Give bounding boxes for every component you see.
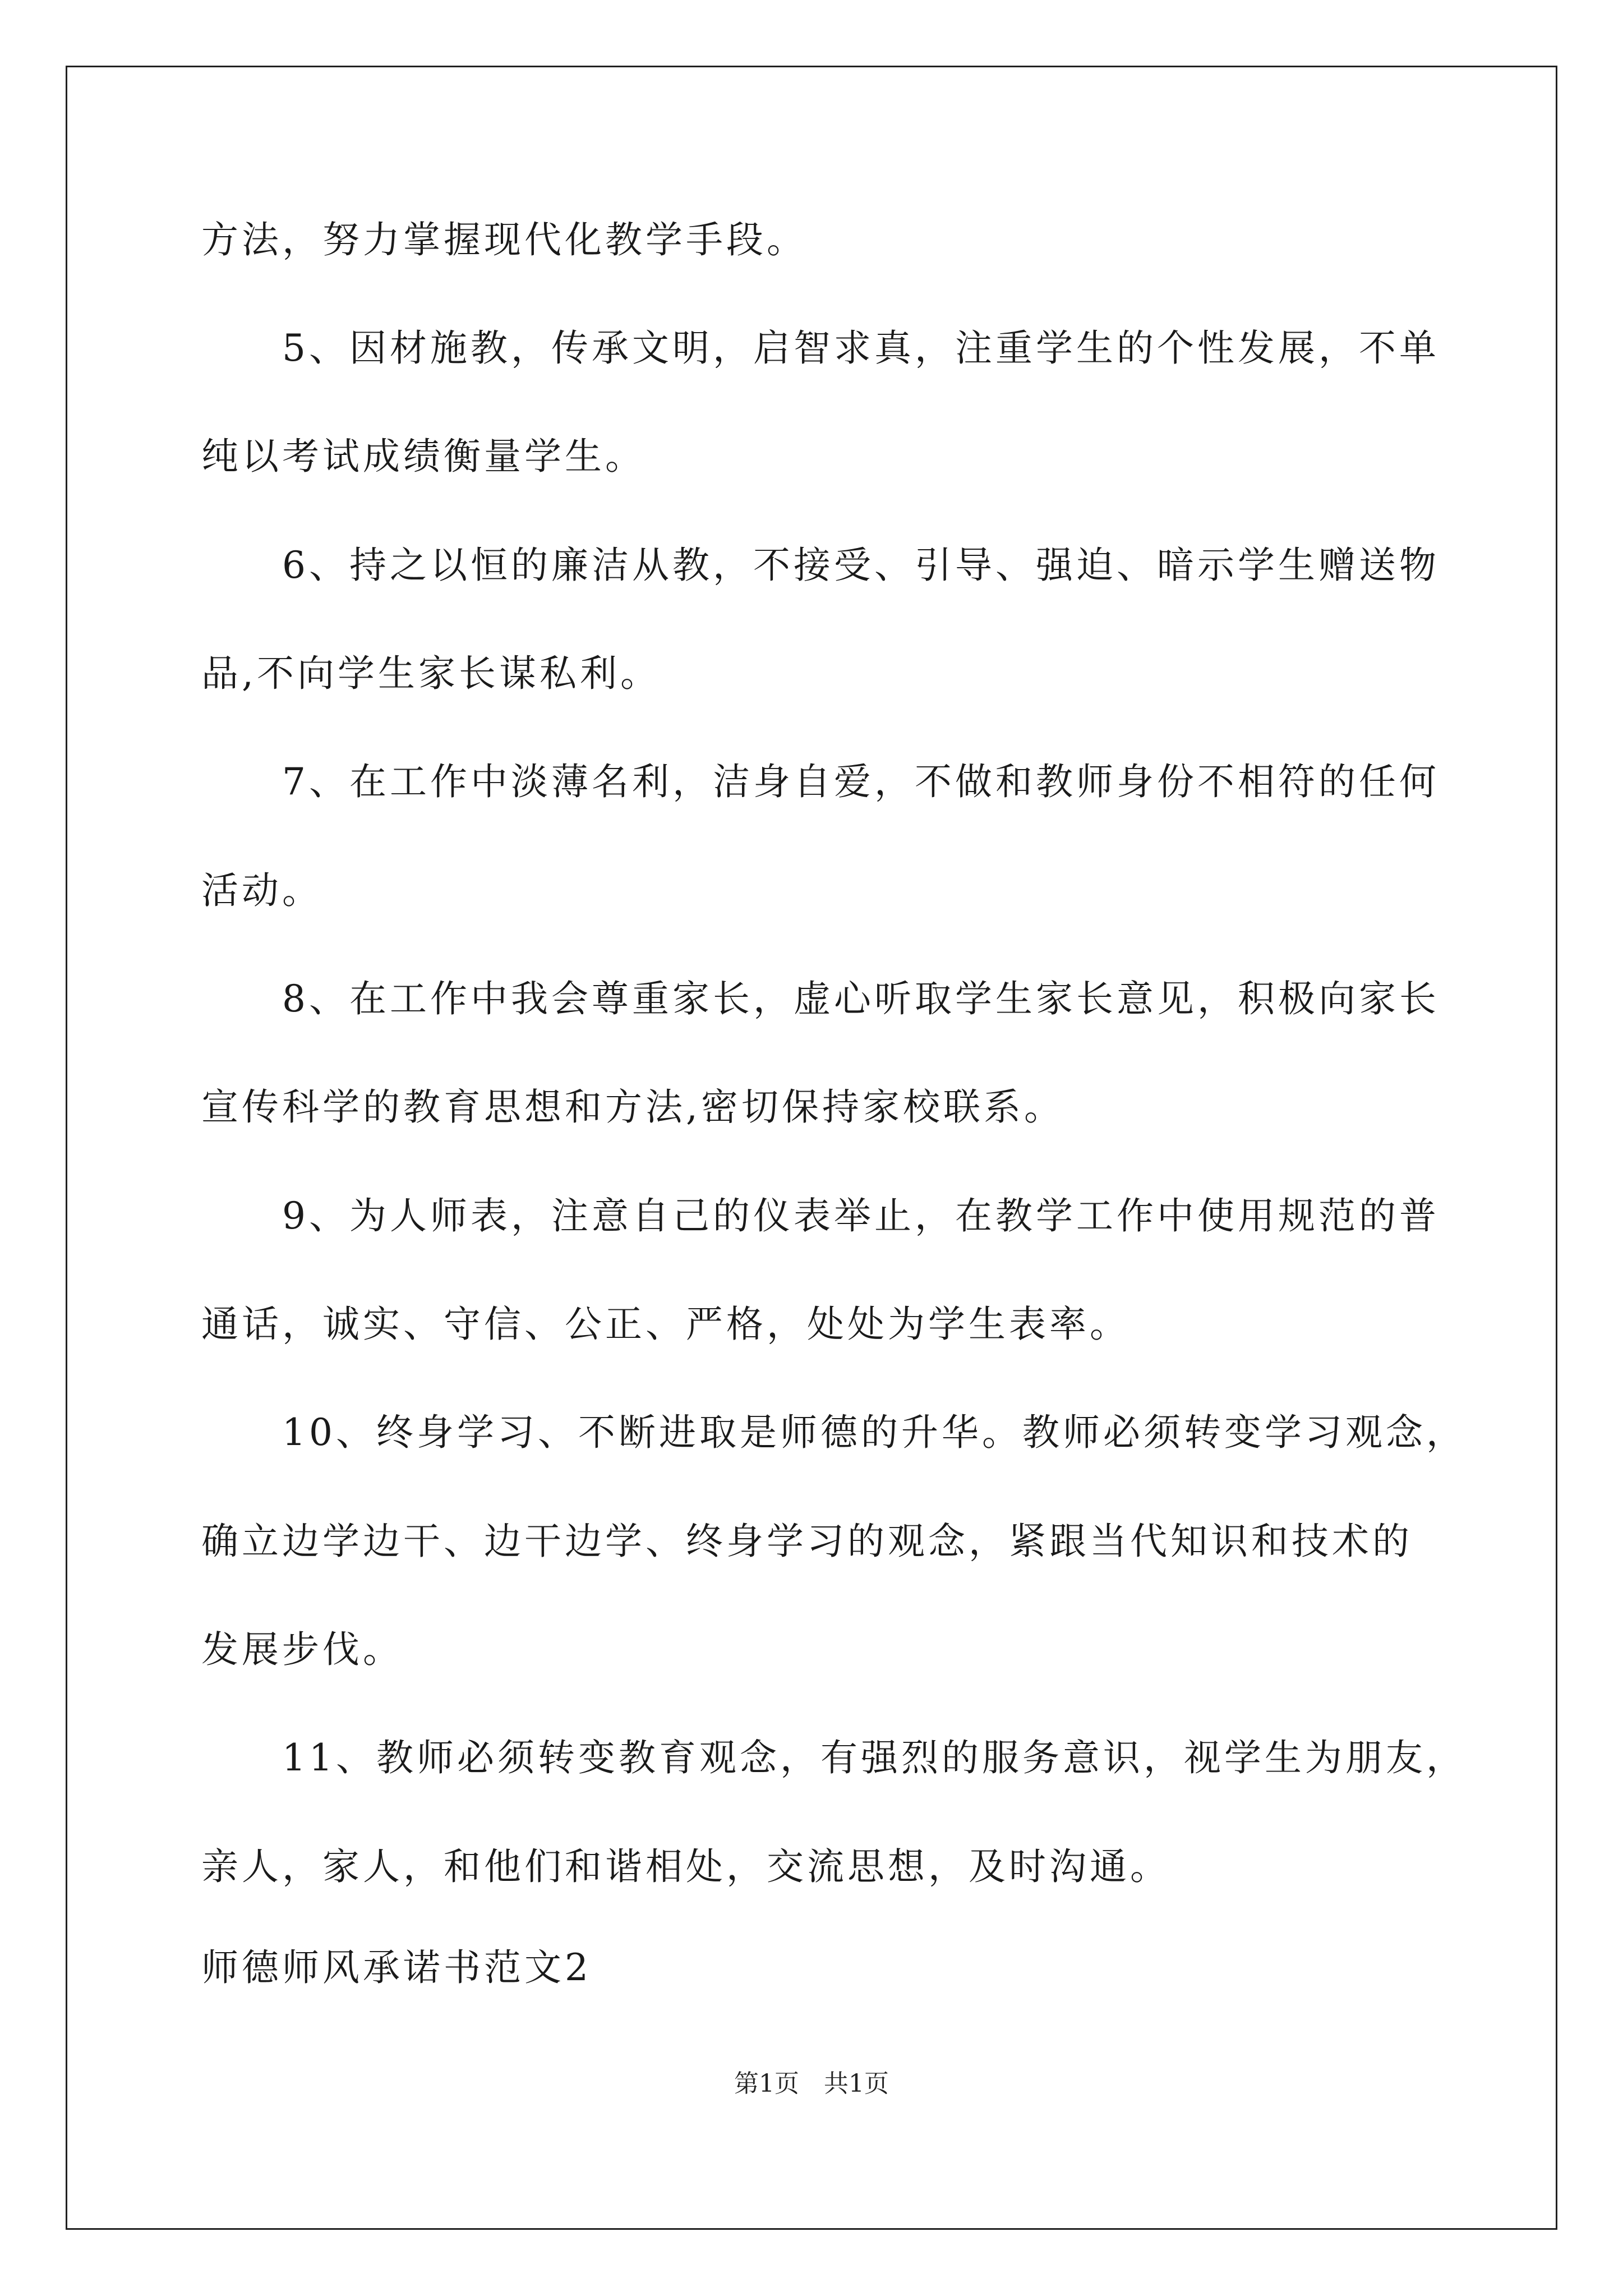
text-line: 通话，诚实、守信、公正、严格，处处为学生表率。 <box>201 1303 1130 1346</box>
text-line: 发展步伐。 <box>201 1628 403 1671</box>
text-line: 11、教师必须转变教育观念，有强烈的服务意识，视学生为朋友， <box>201 1736 1467 1779</box>
page-border <box>66 66 1557 2230</box>
text-line: 7、在工作中淡薄名利，洁身自爱，不做和教师身份不相符的任何 <box>201 760 1440 803</box>
text-line: 品,不向学生家长谋私利。 <box>201 652 661 695</box>
text-line: 10、终身学习、不断进取是师德的升华。教师必须转变学习观念， <box>201 1411 1467 1454</box>
text-line: 确立边学边干、边干边学、终身学习的观念，紧跟当代知识和技术的 <box>201 1520 1413 1563</box>
page-footer: 第1页 共1页 <box>734 2069 889 2098</box>
text-line: 宣传科学的教育思想和方法,密切保持家校联系。 <box>201 1085 1064 1129</box>
text-line: 6、持之以恒的廉洁从教，不接受、引导、强迫、暗示学生赠送物 <box>201 544 1440 587</box>
section-heading: 师德师风承诺书范文2 <box>201 1946 592 1989</box>
text-line: 亲人，家人，和他们和谐相处，交流思想，及时沟通。 <box>201 1845 1170 1888</box>
text-line: 活动。 <box>201 869 322 912</box>
text-line: 9、为人师表，注意自己的仪表举止，在教学工作中使用规范的普 <box>201 1194 1440 1237</box>
text-line: 5、因材施教，传承文明，启智求真，注重学生的个性发展，不单 <box>201 326 1440 370</box>
text-line: 8、在工作中我会尊重家长，虚心听取学生家长意见，积极向家长 <box>201 977 1440 1020</box>
text-line: 方法，努力掌握现代化教学手段。 <box>201 218 807 261</box>
text-line: 纯以考试成绩衡量学生。 <box>201 435 645 478</box>
